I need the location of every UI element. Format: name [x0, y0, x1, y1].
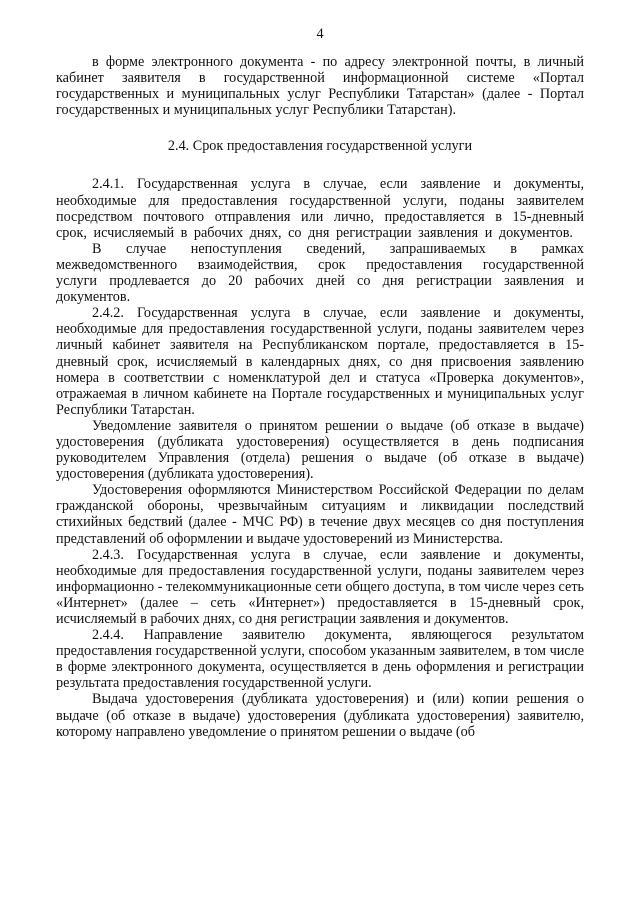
paragraph-2-4-4: 2.4.4. Направление заявителю документа, являющегося результатом предоставления государственной услуги, способом указанным заявителем, в том числе в форме электронного документа, осуществляется в день оформления и регистрации результата предоставления государственной услуги. — [56, 627, 584, 692]
intro-paragraph: в форме электронного документа - по адресу электронной почты, в личный кабинет заявителя в государственной информационной системе «Портал государственных и муниципальных услуг Республики Татарстан» (далее - Портал государственных и муниципальных услуг Республики Татарстан). — [56, 54, 584, 119]
paragraph-notification: Уведомление заявителя о принятом решении о выдаче (об отказе в выдаче) удостоверения (дубликата удостоверения) осуществляется в день подписания руководителем Управления (отдела) решения о выдаче (об отказе в выдаче) удостоверения (дубликата удостоверения). — [56, 417, 584, 483]
paragraph-2-4-3: 2.4.3. Государственная услуга в случае, если заявление и документы, необходимые для предоставления государственной услуги, поданы заявителем через информационно - телекоммуникационные сети общего доступа, в том числе через сеть «Интернет» (далее – сеть «Интернет») предоставляется в 15-дневный срок, исчисляемый в рабочих днях, со дня регистрации заявления и документов. — [56, 546, 584, 627]
paragraph-issuance: Выдача удостоверения (дубликата удостоверения) и (или) копии решения о выдаче (об отказе в выдаче) удостоверения (дубликата удостоверения) заявителю, которому направлено уведомление о принятом решении о выдаче (об — [56, 691, 584, 740]
section-title: 2.4. Срок предоставления государственной услуги — [167, 138, 473, 155]
paragraph-2-4-2: 2.4.2. Государственная услуга в случае, если заявление и документы, необходимые для предоставления государственной услуги, поданы заявителем через личный кабинет заявителя на Республиканском портале, предоставляется в 15-дневный срок, исчисляемый в календарных днях, со дня присвоения заявлению номера в соответствии с номенклатурой дел и статуса «Проверка документов», отражаемая в личном кабинете на Портале государственных и муниципальных услуг Республики Татарстан. — [56, 305, 584, 418]
paragraph-2-4-1: 2.4.1. Государственная услуга в случае, если заявление и документы, необходимые для предоставления государственной услуги, поданы заявителем посредством почтового отправления или лично, предоставляется в 15-дневный срок, исчисляемый в рабочих днях, со дня регистрации заявления и документов. — [56, 176, 584, 241]
page-number: 4 — [316, 26, 324, 42]
document-body — [56, 54, 584, 740]
paragraph-certificates: Удостоверения оформляются Министерством Российской Федерации по делам гражданской обороны, чрезвычайным ситуациям и ликвидации последствий стихийных бедствий (далее - МЧС РФ) в течение двух месяцев со дня поступления представлений об оформлении и выдаче удостоверений из Министерства. — [56, 482, 584, 547]
paragraph-extension: В случае непоступления сведений, запрашиваемых в рамках межведомственного взаимодействия, срок предоставления государственной услуги продлевается до 20 рабочих дней со дня регистрации заявления и документов. — [56, 240, 584, 306]
